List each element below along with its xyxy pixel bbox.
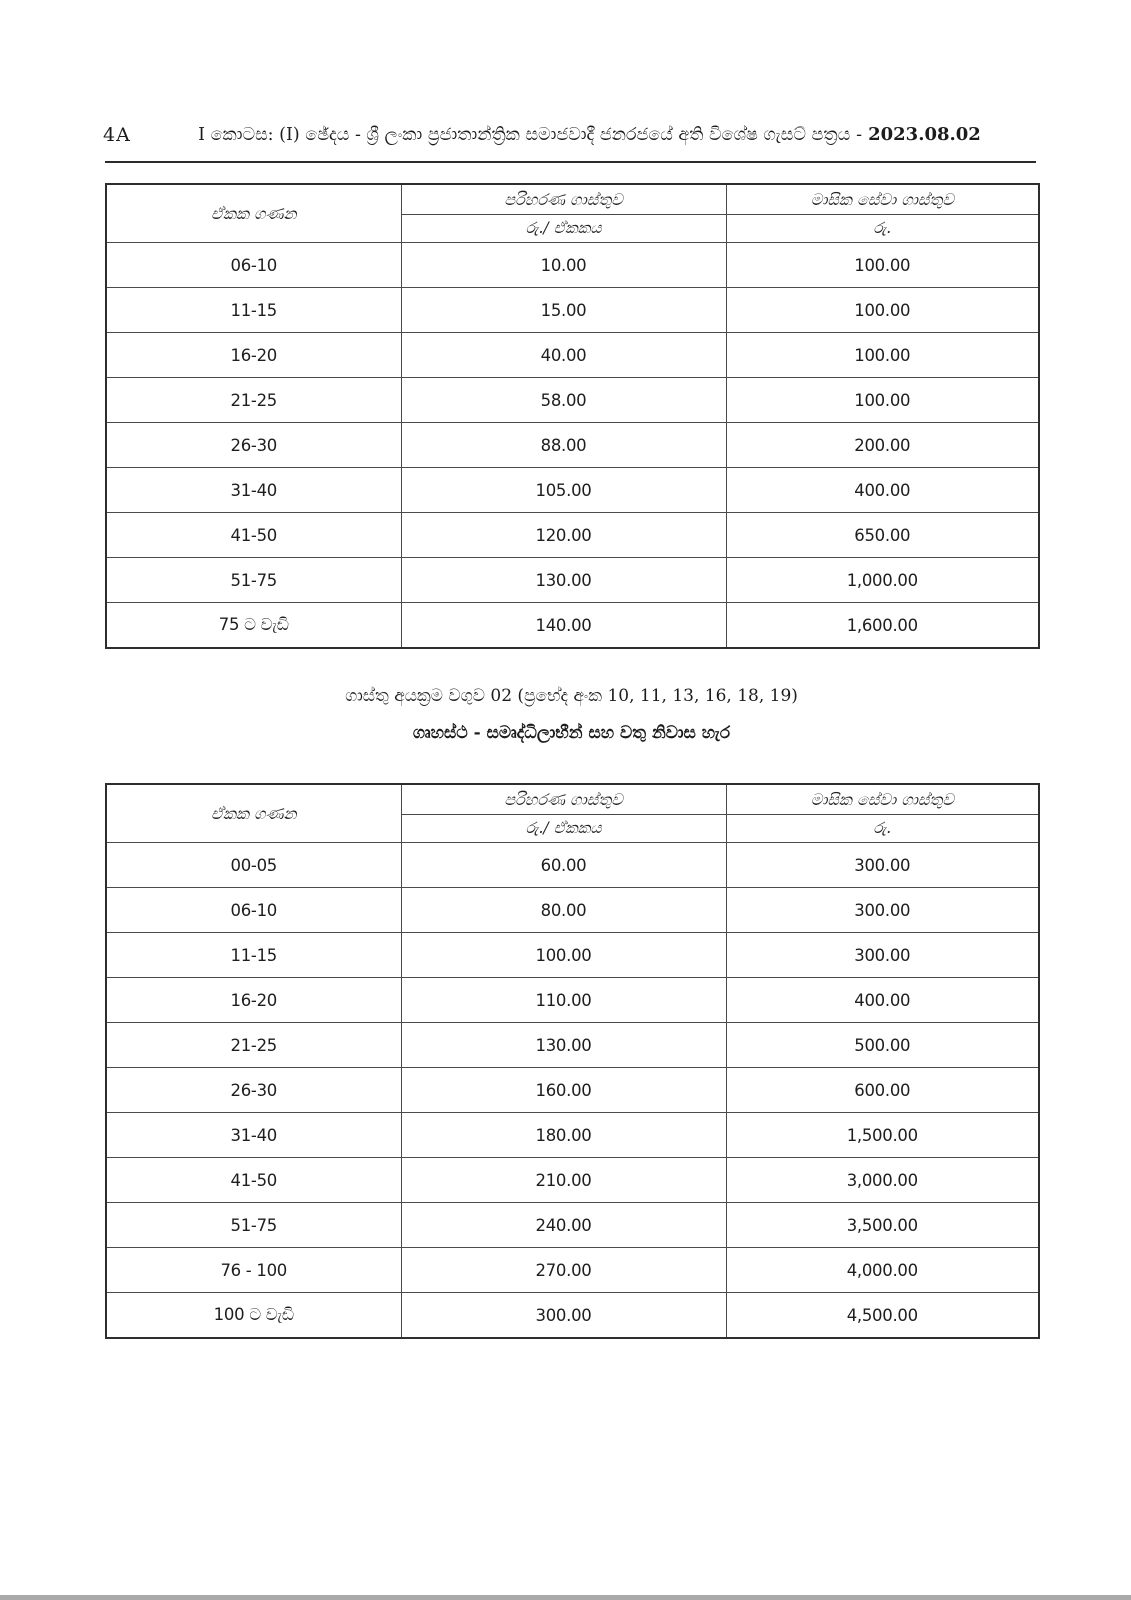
units-cell: 100 ට වැඩි: [106, 1293, 401, 1339]
tariff-table-2-title: ගාස්තු අයක්‍රම වගුව 02 (ප්‍රභේද අංක 10, 11, 13, 16, 18, 19): [345, 686, 798, 706]
units-cell: 31-40: [106, 468, 401, 513]
table-row: [106, 1068, 1039, 1113]
units-cell: 51-75: [106, 1203, 401, 1248]
table-row: [106, 843, 1039, 888]
col-header-units: ඒකක ගණන: [106, 184, 401, 243]
usage-cell: 60.00: [401, 843, 726, 888]
service-cell: 650.00: [726, 513, 1039, 558]
service-cell: 600.00: [726, 1068, 1039, 1113]
usage-cell: 40.00: [401, 333, 726, 378]
usage-cell: 110.00: [401, 978, 726, 1023]
units-cell: 26-30: [106, 423, 401, 468]
header-separator: -: [856, 125, 863, 145]
usage-cell: 58.00: [401, 378, 726, 423]
units-cell: 31-40: [106, 1113, 401, 1158]
usage-cell: 130.00: [401, 1023, 726, 1068]
tariff-table-2-subtitle: ගෘහස්ථ - සමෘද්ධිලාභීන් සහ වතු නිවාස හැර: [412, 723, 731, 743]
page-header: [103, 124, 1036, 152]
usage-cell: 240.00: [401, 1203, 726, 1248]
usage-cell: 15.00: [401, 288, 726, 333]
col-header-service-charge: මාසික සේවා ගාස්තුව: [726, 784, 1039, 815]
scan-bottom-edge: [0, 1595, 1131, 1600]
service-cell: 100.00: [726, 333, 1039, 378]
table-row: [106, 558, 1039, 603]
units-cell: 26-30: [106, 1068, 401, 1113]
table-row: [106, 513, 1039, 558]
units-cell: 06-10: [106, 888, 401, 933]
header-title-line: [143, 124, 1036, 145]
units-cell: 16-20: [106, 333, 401, 378]
service-cell: 3,500.00: [726, 1203, 1039, 1248]
service-cell: 1,600.00: [726, 603, 1039, 649]
units-cell: 41-50: [106, 1158, 401, 1203]
col-subheader-rs-per-unit: රු./ ඒකකය: [401, 815, 726, 843]
units-cell: 16-20: [106, 978, 401, 1023]
table-row: [106, 603, 1039, 649]
table-row: [106, 378, 1039, 423]
usage-cell: 88.00: [401, 423, 726, 468]
table-row: [106, 933, 1039, 978]
table-row: [106, 888, 1039, 933]
usage-cell: 160.00: [401, 1068, 726, 1113]
service-cell: 200.00: [726, 423, 1039, 468]
service-cell: 100.00: [726, 243, 1039, 288]
units-cell: 21-25: [106, 378, 401, 423]
units-cell: 06-10: [106, 243, 401, 288]
units-cell: 00-05: [106, 843, 401, 888]
units-cell: 51-75: [106, 558, 401, 603]
header-rule: [105, 161, 1036, 163]
table-row: [106, 333, 1039, 378]
service-cell: 100.00: [726, 378, 1039, 423]
col-header-service-charge: මාසික සේවා ගාස්තුව: [726, 184, 1039, 215]
table-row: [106, 978, 1039, 1023]
table1-header-row: [106, 184, 1039, 215]
usage-cell: 80.00: [401, 888, 726, 933]
usage-cell: 120.00: [401, 513, 726, 558]
header-date: 2023.08.02: [868, 124, 981, 145]
table-row: [106, 1293, 1039, 1339]
table-row: [106, 288, 1039, 333]
service-cell: 300.00: [726, 843, 1039, 888]
col-header-usage-charge: පරිහරණ ගාස්තුව: [401, 784, 726, 815]
table-row: [106, 1023, 1039, 1068]
table-row: [106, 1248, 1039, 1293]
col-subheader-rs: රු.: [726, 215, 1039, 243]
table-row: [106, 243, 1039, 288]
service-cell: 1,000.00: [726, 558, 1039, 603]
tariff-table-1: [105, 183, 1040, 649]
service-cell: 300.00: [726, 933, 1039, 978]
service-cell: 400.00: [726, 468, 1039, 513]
service-cell: 4,000.00: [726, 1248, 1039, 1293]
page-number: 4A: [103, 124, 131, 146]
units-cell: 21-25: [106, 1023, 401, 1068]
units-cell: 76 - 100: [106, 1248, 401, 1293]
units-cell: 11-15: [106, 288, 401, 333]
usage-cell: 210.00: [401, 1158, 726, 1203]
col-header-units: ඒකක ගණන: [106, 784, 401, 843]
service-cell: 4,500.00: [726, 1293, 1039, 1339]
table-row: [106, 468, 1039, 513]
col-subheader-rs: රු.: [726, 815, 1039, 843]
service-cell: 500.00: [726, 1023, 1039, 1068]
service-cell: 400.00: [726, 978, 1039, 1023]
usage-cell: 270.00: [401, 1248, 726, 1293]
usage-cell: 180.00: [401, 1113, 726, 1158]
table-row: [106, 1158, 1039, 1203]
service-cell: 100.00: [726, 288, 1039, 333]
service-cell: 300.00: [726, 888, 1039, 933]
table-row: [106, 1113, 1039, 1158]
usage-cell: 10.00: [401, 243, 726, 288]
usage-cell: 105.00: [401, 468, 726, 513]
usage-cell: 140.00: [401, 603, 726, 649]
table-row: [106, 1203, 1039, 1248]
units-cell: 75 ට වැඩි: [106, 603, 401, 649]
header-title: I කොටස: (I) ඡේදය - ශ්‍රී ලංකා ප්‍රජාතාන්ත්‍රික සමාජවාදී ජනරජයේ අති විශේෂ ගැසට් පත්‍රය: [198, 125, 851, 145]
service-cell: 1,500.00: [726, 1113, 1039, 1158]
usage-cell: 100.00: [401, 933, 726, 978]
usage-cell: 130.00: [401, 558, 726, 603]
table-row: [106, 423, 1039, 468]
table2-header-row: [106, 784, 1039, 815]
tariff-table-2: [105, 783, 1040, 1339]
units-cell: 11-15: [106, 933, 401, 978]
usage-cell: 300.00: [401, 1293, 726, 1339]
units-cell: 41-50: [106, 513, 401, 558]
col-subheader-rs-per-unit: රු./ ඒකකය: [401, 215, 726, 243]
col-header-usage-charge: පරිහරණ ගාස්තුව: [401, 184, 726, 215]
service-cell: 3,000.00: [726, 1158, 1039, 1203]
